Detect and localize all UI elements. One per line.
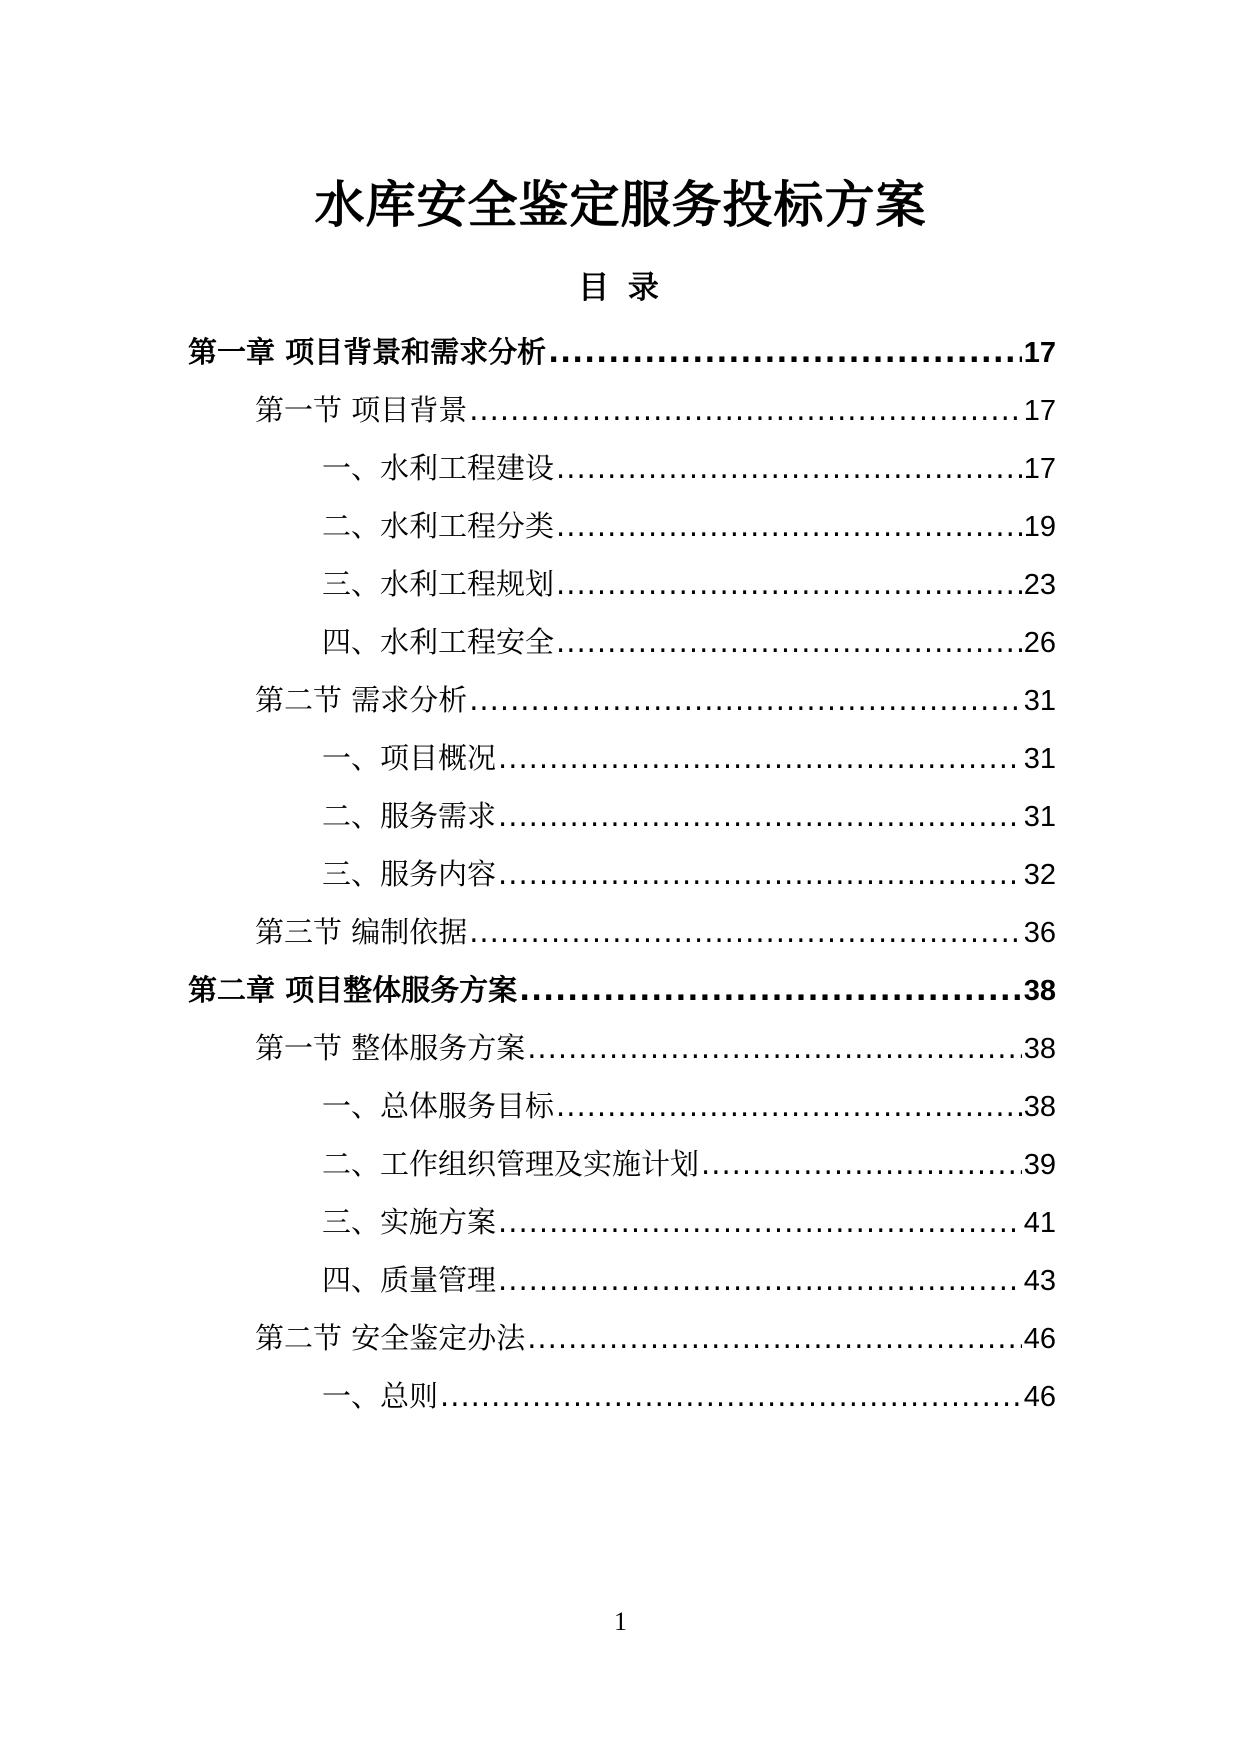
toc-page-number: 46 xyxy=(1023,1381,1056,1413)
toc-entry-label: 一、项目概况 xyxy=(322,741,497,775)
toc-entry-label: 二、服务需求 xyxy=(322,799,497,833)
toc-leader-dots xyxy=(440,1374,1022,1418)
toc-leader-dots xyxy=(556,562,1022,606)
toc-leader-dots xyxy=(701,1142,1022,1186)
toc-leader-dots xyxy=(527,1026,1022,1070)
toc-entry-subsection[interactable] xyxy=(322,1084,1056,1128)
toc-entry-subsection[interactable] xyxy=(322,562,1056,606)
toc-entry-label: 三、实施方案 xyxy=(322,1205,497,1239)
toc-page-number: 41 xyxy=(1023,1207,1056,1239)
document-title: 水库安全鉴定服务投标方案 xyxy=(314,176,927,234)
toc-page-number: 17 xyxy=(1023,453,1056,485)
toc-entry-label: 一、总体服务目标 xyxy=(322,1089,555,1123)
toc-page-number: 46 xyxy=(1023,1323,1056,1355)
toc-leader-dots xyxy=(498,1200,1022,1244)
toc-entry-section[interactable] xyxy=(255,1316,1056,1360)
toc-page-number: 26 xyxy=(1023,627,1056,659)
toc-leader-dots xyxy=(469,678,1022,722)
toc-entry-label: 一、水利工程建设 xyxy=(322,451,555,485)
toc-entry-label: 第三节 编制依据 xyxy=(255,915,468,949)
toc-page-number: 17 xyxy=(1023,395,1056,427)
toc-entry-label: 一、总则 xyxy=(322,1379,439,1413)
toc-entry-label: 三、水利工程规划 xyxy=(322,567,555,601)
toc-entry-subsection[interactable] xyxy=(322,446,1056,490)
toc-leader-dots xyxy=(498,736,1022,780)
toc-entry-label: 第一章 项目背景和需求分析 xyxy=(188,335,547,369)
page-number: 1 xyxy=(614,1607,627,1636)
toc-page-number: 38 xyxy=(1023,1033,1056,1065)
toc-leader-dots xyxy=(519,968,1022,1012)
toc-entry-chapter[interactable] xyxy=(188,330,1056,374)
toc-entry-subsection[interactable] xyxy=(322,620,1056,664)
toc-entry-chapter[interactable] xyxy=(188,968,1056,1012)
toc-heading: 目 录 xyxy=(578,270,663,306)
toc-entry-label: 三、服务内容 xyxy=(322,857,497,891)
toc-entry-subsection[interactable] xyxy=(322,1258,1056,1302)
toc-leader-dots xyxy=(556,1084,1022,1128)
toc-page-number: 31 xyxy=(1023,801,1056,833)
toc-entry-label: 第二章 项目整体服务方案 xyxy=(188,973,518,1007)
toc-entry-label: 第一节 项目背景 xyxy=(255,393,468,427)
toc-leader-dots xyxy=(556,620,1022,664)
toc-leader-dots xyxy=(548,330,1022,374)
toc-entry-subsection[interactable] xyxy=(322,1142,1056,1186)
toc-page-number: 31 xyxy=(1023,685,1056,717)
toc-leader-dots xyxy=(527,1316,1022,1360)
toc-entry-label: 四、水利工程安全 xyxy=(322,625,555,659)
toc-page-number: 36 xyxy=(1023,917,1056,949)
toc-entry-label: 二、水利工程分类 xyxy=(322,509,555,543)
toc-entry-subsection[interactable] xyxy=(322,504,1056,548)
toc-entry-section[interactable] xyxy=(255,1026,1056,1070)
toc-entry-subsection[interactable] xyxy=(322,736,1056,780)
toc-entry-label: 第一节 整体服务方案 xyxy=(255,1031,526,1065)
toc-entry-label: 第二节 安全鉴定办法 xyxy=(255,1321,526,1355)
toc-entry-subsection[interactable] xyxy=(322,794,1056,838)
toc-entry-section[interactable] xyxy=(255,678,1056,722)
toc-page-number: 39 xyxy=(1023,1149,1056,1181)
toc-page-number: 17 xyxy=(1023,337,1056,369)
toc-entry-subsection[interactable] xyxy=(322,1200,1056,1244)
toc-page-number: 31 xyxy=(1023,743,1056,775)
toc-entry-section[interactable] xyxy=(255,910,1056,954)
toc-leader-dots xyxy=(498,852,1022,896)
toc-entry-label: 二、工作组织管理及实施计划 xyxy=(322,1147,700,1181)
toc-page-number: 38 xyxy=(1023,975,1056,1007)
toc-page-number: 38 xyxy=(1023,1091,1056,1123)
toc-page-number: 19 xyxy=(1023,511,1056,543)
toc-entry-label: 第二节 需求分析 xyxy=(255,683,468,717)
toc-leader-dots xyxy=(498,794,1022,838)
toc-entry-section[interactable] xyxy=(255,388,1056,432)
toc-leader-dots xyxy=(469,388,1022,432)
toc-leader-dots xyxy=(469,910,1022,954)
toc-page-number: 23 xyxy=(1023,569,1056,601)
toc-entry-label: 四、质量管理 xyxy=(322,1263,497,1297)
toc-page-number: 43 xyxy=(1023,1265,1056,1297)
toc-leader-dots xyxy=(498,1258,1022,1302)
toc-leader-dots xyxy=(556,504,1022,548)
toc-entry-subsection[interactable] xyxy=(322,1374,1056,1418)
toc-page-number: 32 xyxy=(1023,859,1056,891)
toc-entry-subsection[interactable] xyxy=(322,852,1056,896)
toc-leader-dots xyxy=(556,446,1022,490)
